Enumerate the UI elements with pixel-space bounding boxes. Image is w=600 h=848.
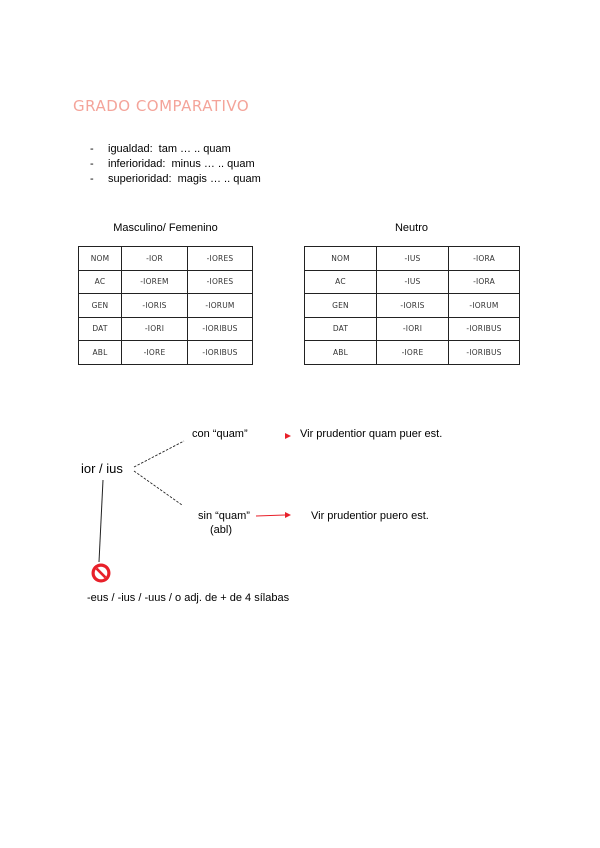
table-cell: NOM [305,247,377,271]
table-row [79,247,253,271]
exception-text: -eus / -ius / -uus / o adj. de + de 4 sílabas [87,592,290,604]
table-cell: -IORA [449,247,520,271]
list-formula: magis … .. quam [177,173,261,185]
arrow-con [285,433,291,439]
table-row [79,270,253,294]
list-dash: - [90,143,94,155]
table-cell: AC [79,270,122,294]
comparison-list [90,142,261,187]
table-cell: ABL [305,341,377,365]
page-title: GRADO COMPARATIVO [73,97,250,115]
list-dash: - [90,158,94,170]
table-cell: AC [305,270,377,294]
table-heading-neutro: Neutro [394,222,429,234]
list-dash: - [90,173,94,185]
table-cell: -IORI [377,317,449,341]
table-row [305,294,520,318]
list-item [90,157,261,172]
branch-label-con: con “quam” [192,428,248,440]
table-row [79,341,253,365]
arrow-shaft [256,515,285,516]
branch-label-sin-case: (abl) [210,524,233,536]
table-cell: -IORUM [449,294,520,318]
table-cell: -IORES [188,247,253,271]
table-row [305,270,520,294]
table-cell: -IORIBUS [188,341,253,365]
table-cell: GEN [305,294,377,318]
list-formula: minus … .. quam [171,158,255,170]
list-item [90,142,261,157]
table-heading-masc-fem: Masculino/ Femenino [113,222,218,234]
arrow-head [285,512,291,518]
diagram-root-label: ior / ius [81,461,123,476]
branch-label-sin: sin “quam” [198,510,250,522]
arrow-sin [256,512,291,518]
list-label: superioridad: [108,173,172,185]
table-cell: -IORIBUS [449,341,520,365]
list-label: inferioridad: [108,158,166,170]
example-sin: Vir prudentior puero est. [311,510,429,522]
exception-line [99,480,103,562]
branch-line-con [134,441,184,467]
table-cell: DAT [79,317,122,341]
table-cell: -IORIBUS [188,317,253,341]
branch-line-sin [134,471,182,505]
table-row [305,247,520,271]
forbidden-icon [91,563,111,583]
list-label: igualdad: [108,143,153,155]
table-cell: -IORUM [188,294,253,318]
table-row [305,317,520,341]
arrow-head [285,433,291,439]
table-cell: -IORIS [377,294,449,318]
table-cell: -IORE [122,341,188,365]
table-cell: -IUS [377,270,449,294]
example-con: Vir prudentior quam puer est. [300,428,443,440]
table-cell: ABL [79,341,122,365]
table-cell: -IORIS [122,294,188,318]
table-row [305,341,520,365]
table-cell: GEN [79,294,122,318]
table-cell: -IORE [377,341,449,365]
table-cell: -IORIBUS [449,317,520,341]
declension-table-neutro [304,246,520,365]
declension-table-masc-fem [78,246,253,365]
list-formula: tam … .. quam [158,143,231,155]
table-cell: -IORA [449,270,520,294]
list-item [90,172,261,187]
table-cell: DAT [305,317,377,341]
table-cell: -IUS [377,247,449,271]
table-row [79,317,253,341]
table-cell: -IOR [122,247,188,271]
table-cell: -IORES [188,270,253,294]
table-row [79,294,253,318]
table-cell: -IOREM [122,270,188,294]
table-cell: -IORI [122,317,188,341]
table-cell: NOM [79,247,122,271]
